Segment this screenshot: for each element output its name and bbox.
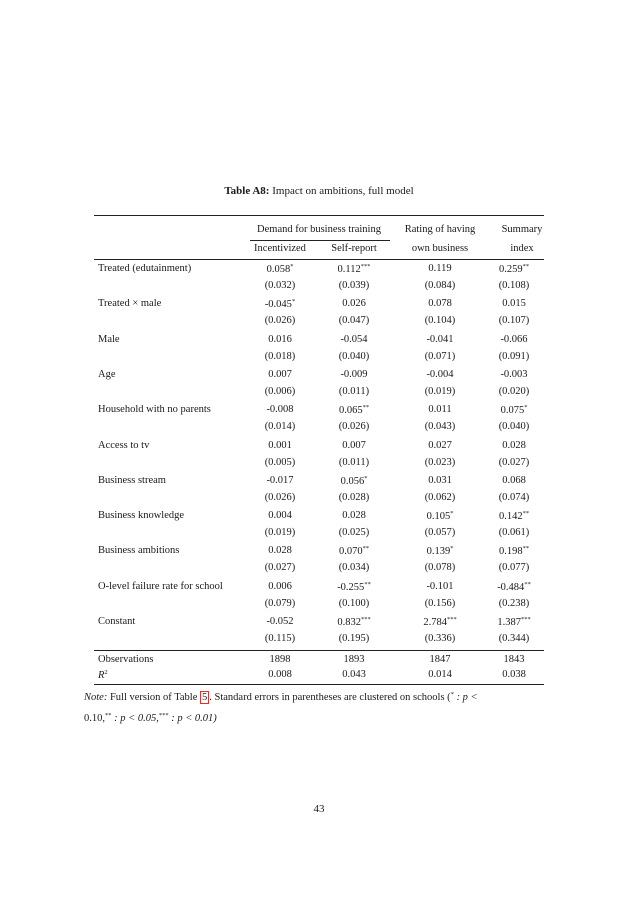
standard-error-cell: (0.104) (424, 315, 456, 326)
standard-error-cell: (0.020) (498, 386, 530, 397)
coefficient-value: 0.112 (337, 264, 361, 275)
coefficient-value: 0.068 (502, 475, 526, 486)
header-col2: Self-report (331, 243, 377, 254)
standard-error-cell: (0.047) (338, 315, 370, 326)
observations-label: Observations (98, 654, 154, 665)
standard-error-cell: (0.027) (498, 457, 530, 468)
standard-error-cell: (0.011) (338, 386, 370, 397)
coefficient-cell (314, 616, 394, 628)
coefficient-cell (240, 475, 320, 486)
significance-stars: ** (522, 510, 530, 517)
table-reference-link[interactable]: 5 (202, 692, 208, 703)
header-col3-line1: Rating of having (404, 224, 476, 235)
coefficient-value: 1.387 (497, 617, 521, 628)
coefficient-cell (400, 334, 480, 345)
coefficient-cell (400, 475, 480, 486)
coefficient-value: 0.198 (498, 546, 523, 557)
standard-error-cell: (0.005) (264, 457, 296, 468)
obs-value: 1843 (503, 654, 525, 665)
coefficient-value: -0.101 (426, 581, 454, 592)
coefficient-cell (400, 581, 480, 592)
coefficient-value: -0.009 (340, 369, 368, 380)
significance-stars: ** (362, 404, 370, 411)
r-squared-label (98, 669, 108, 681)
coefficient-value: -0.054 (340, 334, 368, 345)
obs-value: 1893 (343, 654, 365, 665)
table-caption-label: Table A8: (224, 185, 270, 197)
coefficient-cell (240, 545, 320, 556)
coefficient-cell (240, 334, 320, 345)
coefficient-value: 0.056 (340, 476, 365, 487)
significance-stars: * (364, 475, 368, 482)
coefficient-value: -0.052 (266, 616, 294, 627)
coefficient-value: 0.006 (268, 581, 292, 592)
row-label: Male (98, 334, 120, 345)
standard-error-cell: (0.057) (424, 527, 456, 538)
r2-value: 0.043 (342, 669, 366, 680)
coefficient-value: 0.011 (428, 404, 452, 415)
coefficient-value: 0.832 (337, 617, 361, 628)
standard-error-cell: (0.006) (264, 386, 296, 397)
note-text: : p < 0.01) (171, 713, 217, 724)
note-text: : p < 0.05, (114, 713, 159, 724)
coefficient-cell (240, 369, 320, 380)
standard-error-cell: (0.028) (338, 492, 370, 503)
standard-error-cell: (0.079) (264, 598, 296, 609)
top-rule (94, 215, 544, 216)
standard-error-cell: (0.026) (264, 315, 296, 326)
coefficient-value: 0.001 (268, 440, 292, 451)
coefficient-cell (314, 404, 394, 416)
significance-stars: ** (362, 545, 370, 552)
coefficient-cell (400, 440, 480, 451)
coefficient-value: 0.075 (500, 405, 525, 416)
coefficient-value: 0.015 (502, 298, 526, 309)
note-text: : p < (456, 692, 478, 703)
standard-error-cell: (0.043) (424, 421, 456, 432)
bottom-rule (94, 684, 544, 685)
significance-stars: *** (360, 263, 371, 270)
standard-error-cell: (0.026) (264, 492, 296, 503)
header-group-demand: Demand for business training (257, 224, 381, 235)
note-lead: Note: (84, 692, 108, 703)
row-label: Business ambitions (98, 545, 180, 556)
coefficient-value: 0.007 (268, 369, 292, 380)
significance-stars: * (291, 298, 296, 305)
coefficient-cell (240, 404, 320, 415)
coefficient-value: 0.004 (268, 510, 292, 521)
coefficient-value: 0.031 (428, 475, 452, 486)
page-number: 43 (313, 803, 325, 815)
standard-error-cell: (0.018) (264, 351, 296, 362)
standard-error-cell: (0.107) (498, 315, 530, 326)
significance-stars: ** (364, 581, 371, 588)
row-label: Constant (98, 616, 136, 627)
row-label: Household with no parents (98, 404, 211, 415)
coefficient-cell (400, 404, 480, 415)
coefficient-value: 0.028 (342, 510, 366, 521)
coefficient-cell (474, 475, 554, 486)
coefficient-value: 0.259 (498, 264, 523, 275)
significance-stars: *** (360, 616, 371, 623)
standard-error-cell: (0.062) (424, 492, 456, 503)
table-caption (0, 185, 638, 197)
coefficient-cell (314, 263, 394, 275)
standard-error-cell: (0.074) (498, 492, 530, 503)
coefficient-cell (314, 581, 394, 593)
row-label: O-level failure rate for school (98, 581, 223, 592)
significance-stars: ** (522, 545, 530, 552)
coefficient-cell (240, 263, 320, 275)
standard-error-cell: (0.039) (338, 280, 370, 291)
coefficient-value: 0.058 (266, 264, 291, 275)
standard-error-cell: (0.026) (338, 421, 370, 432)
header-rule (94, 259, 544, 260)
note-text: . Standard errors in parentheses are clustered on schools ( (209, 692, 451, 703)
significance-symbol: ** (105, 712, 112, 719)
coefficient-value: -0.008 (266, 404, 294, 415)
coefficient-value: 0.070 (338, 546, 363, 557)
coefficient-cell (474, 440, 554, 451)
coefficient-cell (314, 475, 394, 487)
coefficient-cell (400, 510, 480, 522)
standard-error-cell: (0.040) (338, 351, 370, 362)
r2-value: 0.038 (502, 669, 526, 680)
row-label: Age (98, 369, 116, 380)
coefficient-cell (474, 298, 554, 309)
coefficient-cell (240, 616, 320, 627)
header-col3-line2: own business (411, 243, 469, 254)
coefficient-cell (314, 369, 394, 380)
standard-error-cell: (0.115) (264, 633, 296, 644)
row-label: Treated × male (98, 298, 162, 309)
r2-value: 0.014 (428, 669, 452, 680)
coefficient-value: -0.255 (337, 582, 365, 593)
header-col4-line1: Summary (501, 224, 543, 235)
standard-error-cell: (0.078) (424, 562, 456, 573)
standard-error-cell: (0.040) (498, 421, 530, 432)
significance-stars: ** (522, 263, 530, 270)
coefficient-cell (240, 440, 320, 451)
standard-error-cell: (0.108) (498, 280, 530, 291)
coefficient-cell (400, 616, 480, 628)
coefficient-cell (474, 404, 554, 416)
coefficient-value: -0.484 (497, 582, 525, 593)
standard-error-cell: (0.023) (424, 457, 456, 468)
coefficient-value: 0.139 (426, 546, 451, 557)
coefficient-value: 0.028 (502, 440, 526, 451)
coefficient-value: 2.784 (423, 617, 447, 628)
coefficient-cell (474, 263, 554, 275)
coefficient-value: -0.003 (500, 369, 528, 380)
coefficient-value: 0.105 (426, 511, 451, 522)
standard-error-cell: (0.084) (424, 280, 456, 291)
significance-symbol: * (450, 691, 454, 698)
significance-stars: *** (446, 616, 457, 623)
r-letter: R (98, 670, 105, 681)
significance-stars: * (524, 404, 528, 411)
standard-error-cell: (0.011) (338, 457, 370, 468)
standard-error-cell: (0.019) (264, 527, 296, 538)
row-label: Treated (edutainment) (98, 263, 192, 274)
r-squared-exponent: 2 (104, 669, 108, 676)
standard-error-cell: (0.091) (498, 351, 530, 362)
coefficient-cell (400, 298, 480, 309)
coefficient-value: -0.041 (426, 334, 454, 345)
coefficient-value: 0.065 (338, 405, 363, 416)
coefficient-cell (314, 298, 394, 309)
significance-stars: ** (524, 581, 531, 588)
group-underline (250, 240, 390, 241)
standard-error-cell: (0.061) (498, 527, 530, 538)
standard-error-cell: (0.336) (424, 633, 456, 644)
coefficient-cell (314, 440, 394, 451)
row-label: Access to tv (98, 440, 150, 451)
row-label: Business stream (98, 475, 166, 486)
table-caption-text: Impact on ambitions, full model (272, 185, 414, 197)
coefficient-cell (240, 581, 320, 592)
standard-error-cell: (0.034) (338, 562, 370, 573)
standard-error-cell: (0.195) (338, 633, 370, 644)
row-label: Business knowledge (98, 510, 185, 521)
coefficient-value: -0.004 (426, 369, 454, 380)
standard-error-cell: (0.025) (338, 527, 370, 538)
note-text: Full version of Table (109, 692, 198, 703)
standard-error-cell: (0.071) (424, 351, 456, 362)
coefficient-cell (474, 334, 554, 345)
coefficient-value: 0.016 (268, 334, 292, 345)
significance-stars: * (290, 263, 294, 270)
coefficient-cell (474, 510, 554, 522)
coefficient-cell (474, 369, 554, 380)
standard-error-cell: (0.344) (498, 633, 530, 644)
coefficient-cell (240, 510, 320, 521)
coefficient-value: 0.007 (342, 440, 366, 451)
significance-stars: * (450, 545, 454, 552)
coefficient-cell (314, 545, 394, 557)
significance-stars: *** (520, 616, 531, 623)
coefficient-value: -0.017 (266, 475, 294, 486)
header-col4-line2: index (510, 243, 534, 254)
standard-error-cell: (0.032) (264, 280, 296, 291)
coefficient-cell (474, 545, 554, 557)
standard-error-cell: (0.156) (424, 598, 456, 609)
standard-error-cell: (0.100) (338, 598, 370, 609)
coefficient-cell (400, 263, 480, 274)
header-col1: Incentivized (254, 243, 306, 254)
standard-error-cell: (0.077) (498, 562, 530, 573)
standard-error-cell: (0.019) (424, 386, 456, 397)
coefficient-value: 0.027 (428, 440, 452, 451)
coefficient-cell (314, 334, 394, 345)
note-text: 0.10, (84, 713, 105, 724)
coefficient-cell (314, 510, 394, 521)
footer-rule (94, 650, 544, 651)
table-note (84, 686, 554, 728)
coefficient-cell (474, 616, 554, 628)
standard-error-cell: (0.027) (264, 562, 296, 573)
coefficient-cell (400, 369, 480, 380)
standard-error-cell: (0.014) (264, 421, 296, 432)
standard-error-cell: (0.238) (498, 598, 530, 609)
obs-value: 1847 (429, 654, 451, 665)
significance-stars: * (450, 510, 454, 517)
coefficient-value: 0.142 (498, 511, 523, 522)
r2-value: 0.008 (268, 669, 292, 680)
coefficient-cell (240, 298, 320, 310)
coefficient-cell (400, 545, 480, 557)
coefficient-value: -0.066 (500, 334, 528, 345)
coefficient-value: 0.119 (428, 263, 452, 274)
significance-symbol: *** (158, 712, 169, 719)
coefficient-value: 0.078 (428, 298, 452, 309)
coefficient-cell (474, 581, 554, 593)
coefficient-value: 0.028 (268, 545, 292, 556)
coefficient-value: 0.026 (342, 298, 366, 309)
coefficient-value: -0.045 (264, 299, 292, 310)
obs-value: 1898 (269, 654, 291, 665)
